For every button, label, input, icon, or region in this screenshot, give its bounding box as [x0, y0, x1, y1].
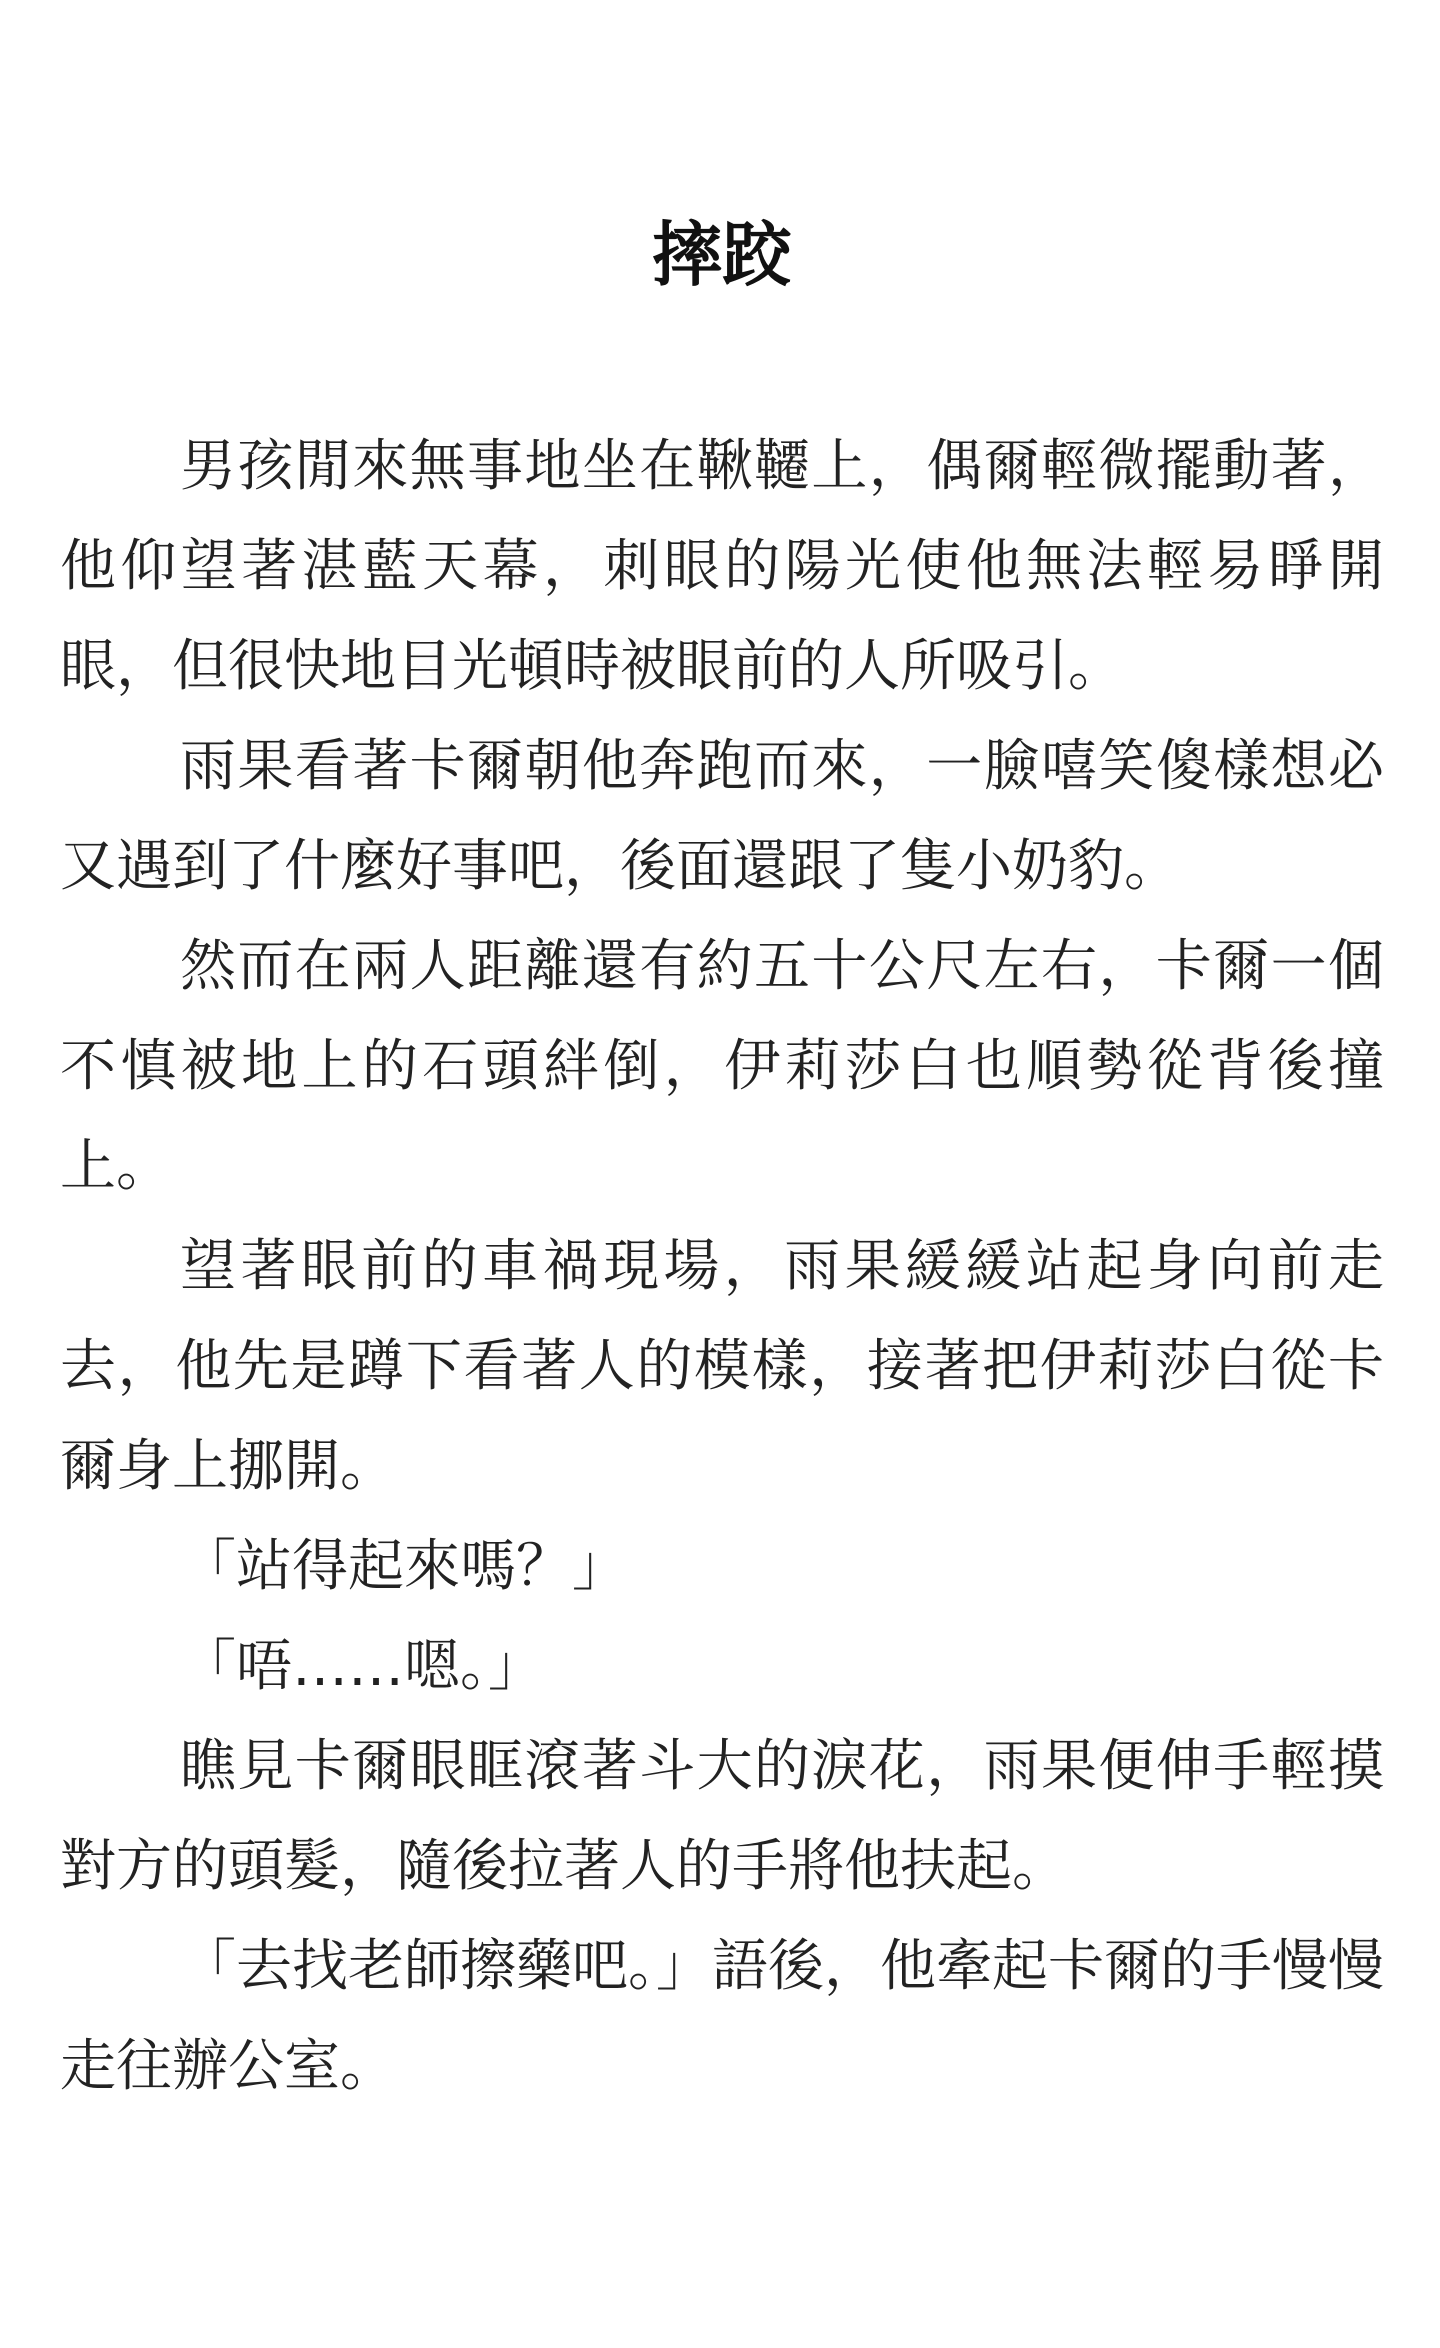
paragraph: 雨果看著卡爾朝他奔跑而來，一臉嘻笑傻樣想必又遇到了什麼好事吧，後面還跟了隻小奶豹。 — [60, 734, 1384, 899]
dialogue-line: 「站得起來嗎？」 — [180, 1534, 628, 1599]
dialogue-line: 「去找老師擦藥吧。」語後，他牽起卡爾的手慢慢走往辦公室。 — [60, 1934, 1384, 2099]
dialogue-line: 「唔……嗯。」 — [180, 1634, 544, 1699]
chapter-body — [60, 417, 1384, 2117]
chapter-title: 摔跤 — [652, 214, 792, 296]
paragraph: 望著眼前的車禍現場，雨果緩緩站起身向前走去，他先是蹲下看著人的模樣，接著把伊莉莎白從卡爾身上挪開。 — [60, 1234, 1384, 1499]
paragraph: 然而在兩人距離還有約五十公尺左右，卡爾一個不慎被地上的石頭絆倒，伊莉莎白也順勢從背後撞上。 — [60, 934, 1384, 1199]
paragraph: 男孩閒來無事地坐在鞦韆上，偶爾輕微擺動著，他仰望著湛藍天幕，刺眼的陽光使他無法輕易睜開眼，但很快地目光頓時被眼前的人所吸引。 — [60, 434, 1384, 699]
paragraph: 瞧見卡爾眼眶滾著斗大的淚花，雨果便伸手輕摸對方的頭髮，隨後拉著人的手將他扶起。 — [60, 1734, 1384, 1899]
